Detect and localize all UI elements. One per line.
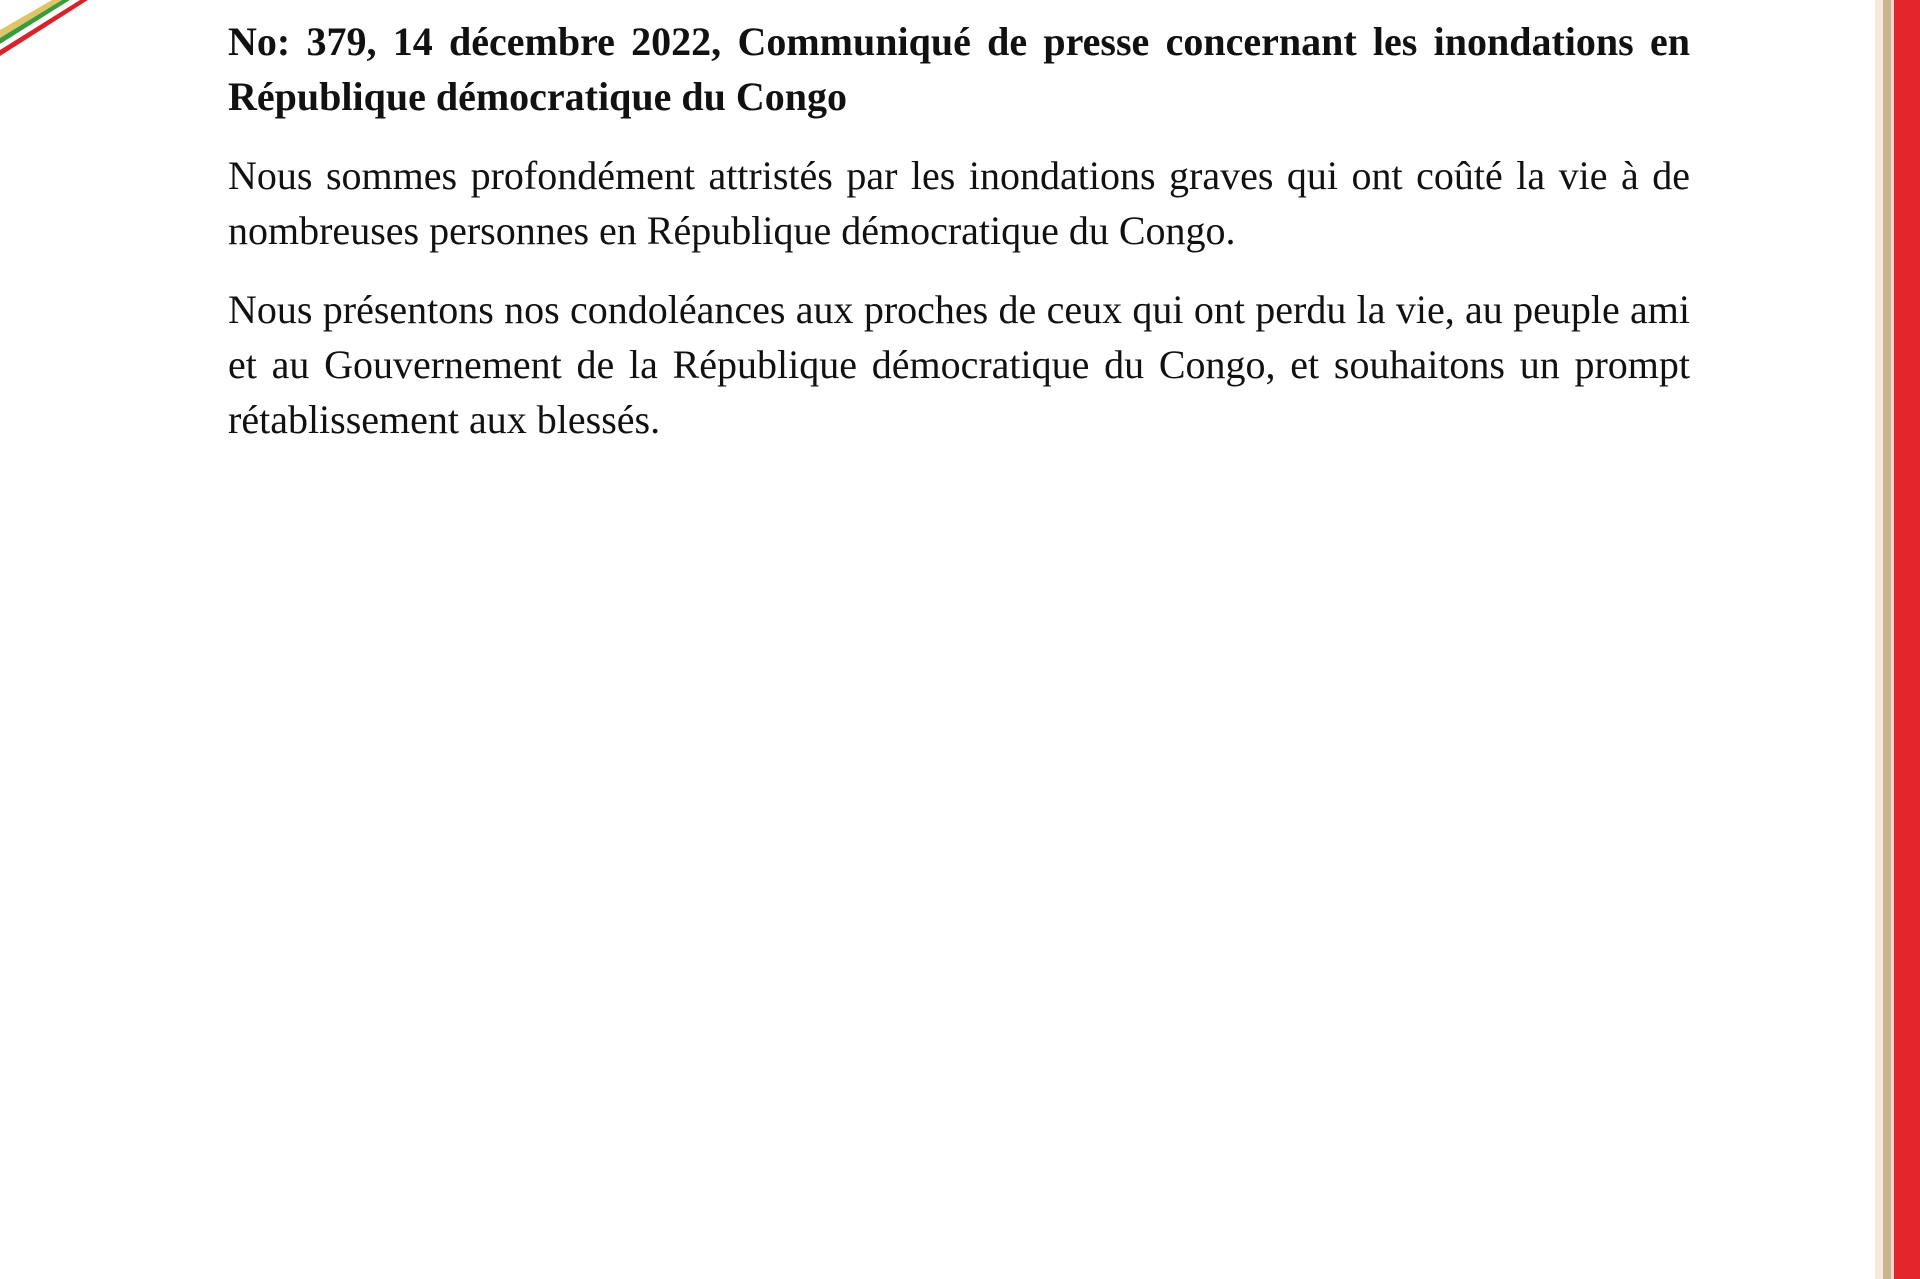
paragraph-sorrow: Nous sommes profondément attristés par les inondations graves qui ont coûté la vie à de nombreuses personnes en République démocratique du Congo. (228, 153, 1690, 253)
document-body (228, 14, 1690, 447)
corner-ribbon-icon (0, 0, 90, 60)
paragraph-condolences: Nous présentons nos condoléances aux proches de ceux qui ont perdu la vie, au peuple ami et au Gouvernement de la République démocratique du Congo, et souhaitons un prompt rétablissement aux blessés. (228, 287, 1690, 442)
press-release-title: No: 379, 14 décembre 2022, Communiqué de presse concernant les inondations en République démocratique du Congo (228, 19, 1690, 119)
decorative-right-border (1875, 0, 1920, 1279)
